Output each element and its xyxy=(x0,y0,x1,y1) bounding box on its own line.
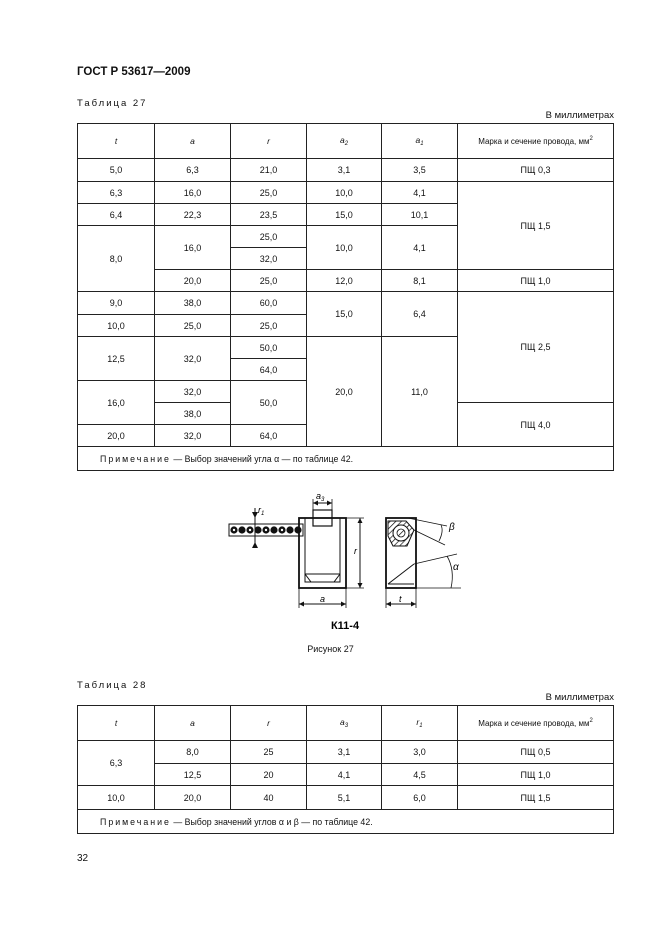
cell: 32,0 xyxy=(155,337,231,381)
cell: 6,3 xyxy=(155,159,231,182)
cell: 20 xyxy=(231,764,307,786)
cell: 10,0 xyxy=(307,182,382,204)
cell: 8,1 xyxy=(382,270,458,292)
table28-header-row xyxy=(78,706,614,741)
table-row xyxy=(78,270,614,292)
side-view-body xyxy=(386,518,416,588)
cell: 50,0 xyxy=(231,337,307,359)
cell: 4,1 xyxy=(307,764,382,786)
cell: 32,0 xyxy=(155,425,231,447)
cell: 20,0 xyxy=(155,786,231,810)
cell: ПЩ 2,5 xyxy=(458,292,614,403)
cell: 12,5 xyxy=(155,764,231,786)
label-t: t xyxy=(399,594,402,604)
cell: 22,3 xyxy=(155,204,231,226)
cell: 6,0 xyxy=(382,786,458,810)
cell: 4,1 xyxy=(382,226,458,270)
cell: 6,3 xyxy=(78,182,155,204)
table27-units: В миллиметрах xyxy=(545,110,614,121)
cell: 3,0 xyxy=(382,741,458,764)
cell: 3,1 xyxy=(307,741,382,764)
figure-27-drawing xyxy=(225,488,465,634)
label-r: r xyxy=(354,546,357,556)
cell: 20,0 xyxy=(307,337,382,447)
cell: 25,0 xyxy=(231,270,307,292)
cell: 21,0 xyxy=(231,159,307,182)
table27-note: Примечание — Выбор значений угла α — по таблице 42. xyxy=(78,447,614,471)
cell: 16,0 xyxy=(78,381,155,425)
col-header-r1: $r_1$ xyxy=(382,706,458,741)
cell: 8,0 xyxy=(78,226,155,292)
table28-note: Примечание — Выбор значений углов α и β — по таблице 42. xyxy=(78,810,614,834)
cell: 6,4 xyxy=(382,292,458,337)
table28-note-row xyxy=(78,810,614,834)
figure-designation: К11-4 xyxy=(330,620,360,632)
cell: 3,1 xyxy=(307,159,382,182)
cell: 16,0 xyxy=(155,182,231,204)
label-a3: $a_3$ xyxy=(316,491,325,503)
cell: 38,0 xyxy=(155,403,231,425)
table27 xyxy=(77,123,614,471)
beta-line-1 xyxy=(408,518,447,526)
table-row xyxy=(78,786,614,810)
cell: 11,0 xyxy=(382,337,458,447)
cell: 9,0 xyxy=(78,292,155,315)
cell: 6,4 xyxy=(78,204,155,226)
cell: 25,0 xyxy=(231,315,307,337)
table-row xyxy=(78,764,614,786)
cell: 25 xyxy=(231,741,307,764)
table27-header-row xyxy=(78,124,614,159)
table-row xyxy=(78,292,614,315)
cell: 8,0 xyxy=(155,741,231,764)
cell: 32,0 xyxy=(231,248,307,270)
table-row xyxy=(78,182,614,204)
cell: 60,0 xyxy=(231,292,307,315)
cell: ПЩ 1,5 xyxy=(458,786,614,810)
label-beta: β xyxy=(449,522,455,533)
document-title: ГОСТ Р 53617—2009 xyxy=(77,66,191,78)
label-r1: $r_1$ xyxy=(258,505,265,517)
table27-label: Таблица 27 xyxy=(77,98,148,109)
cell: 20,0 xyxy=(78,425,155,447)
table28-label: Таблица 28 xyxy=(77,680,148,691)
table-row xyxy=(78,741,614,764)
cell: 5,0 xyxy=(78,159,155,182)
col-header-t: t xyxy=(78,124,155,159)
label-alpha: α xyxy=(453,562,459,573)
wire-strands-left xyxy=(229,524,303,536)
cell: 15,0 xyxy=(307,204,382,226)
cell: 6,3 xyxy=(78,741,155,786)
cell: 25,0 xyxy=(231,226,307,248)
cell: 3,5 xyxy=(382,159,458,182)
col-header-wire: Марка и сечение провода, $мм^2$ xyxy=(458,124,614,159)
cell: ПЩ 1,5 xyxy=(458,182,614,270)
cell: 64,0 xyxy=(231,359,307,381)
cell: 5,1 xyxy=(307,786,382,810)
cell: 12,5 xyxy=(78,337,155,381)
col-header-a1: $a_1$ xyxy=(382,124,458,159)
label-a: a xyxy=(320,594,326,604)
cell: 25,0 xyxy=(155,315,231,337)
figure-caption: Рисунок 27 xyxy=(307,644,354,654)
cell: 40 xyxy=(231,786,307,810)
cell: 4,5 xyxy=(382,764,458,786)
cell: 16,0 xyxy=(155,226,231,270)
cell: 23,5 xyxy=(231,204,307,226)
page-number: 32 xyxy=(77,853,89,864)
col-header-t: t xyxy=(78,706,155,741)
cell: 10,0 xyxy=(307,226,382,270)
cell: ПЩ 4,0 xyxy=(458,403,614,447)
col-header-wire: Марка и сечение провода, $мм^2$ xyxy=(458,706,614,741)
col-header-a: a xyxy=(155,706,231,741)
alpha-line xyxy=(414,554,457,564)
cell: 4,1 xyxy=(382,182,458,204)
cell: 50,0 xyxy=(231,381,307,425)
table28-units: В миллиметрах xyxy=(545,692,614,703)
cell: ПЩ 1,0 xyxy=(458,764,614,786)
cell: 20,0 xyxy=(155,270,231,292)
col-header-a: a xyxy=(155,124,231,159)
cell: ПЩ 0,5 xyxy=(458,741,614,764)
cell: 32,0 xyxy=(155,381,231,403)
cell: 38,0 xyxy=(155,292,231,315)
col-header-a3: $a_3$ xyxy=(307,706,382,741)
cell: 25,0 xyxy=(231,182,307,204)
col-header-a2: $a_2$ xyxy=(307,124,382,159)
cell: 12,0 xyxy=(307,270,382,292)
col-header-r: r xyxy=(231,124,307,159)
cell: 64,0 xyxy=(231,425,307,447)
col-header-r: r xyxy=(231,706,307,741)
cell: 10,0 xyxy=(78,786,155,810)
table28 xyxy=(77,705,614,834)
cell: 15,0 xyxy=(307,292,382,337)
cell: ПЩ 0,3 xyxy=(458,159,614,182)
cell: 10,0 xyxy=(78,315,155,337)
slot-body xyxy=(299,510,346,588)
cell: ПЩ 1,0 xyxy=(458,270,614,292)
table27-note-row xyxy=(78,447,614,471)
table-row xyxy=(78,159,614,182)
cell: 10,1 xyxy=(382,204,458,226)
